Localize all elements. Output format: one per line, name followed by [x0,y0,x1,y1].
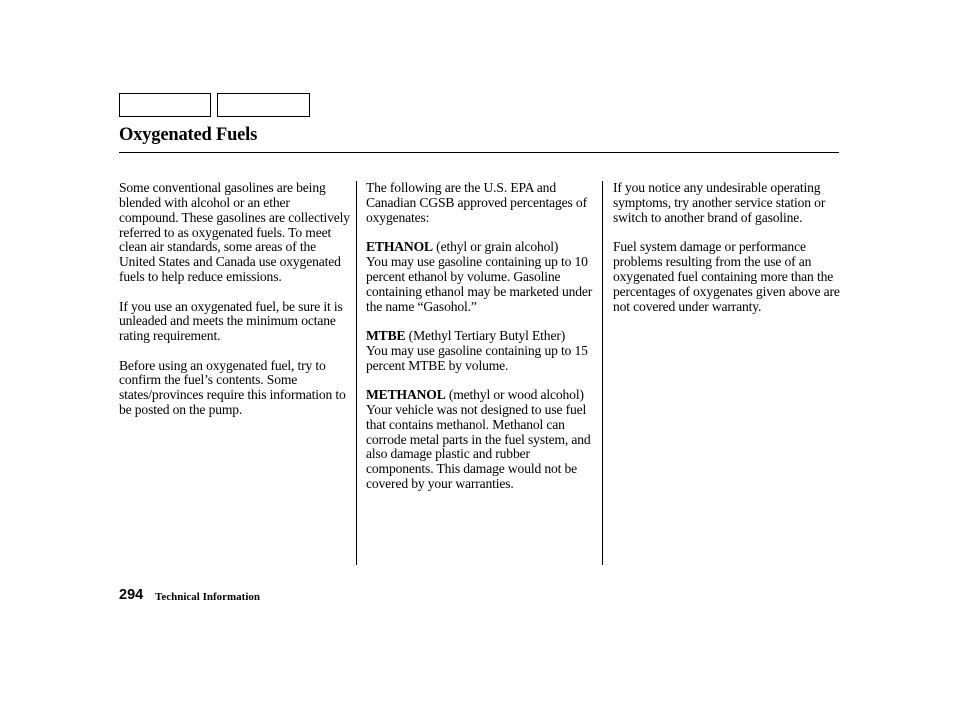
nav-tab-box-2[interactable] [217,93,310,117]
ethanol-qualifier: (ethyl or grain alcohol) [432,239,559,255]
symptoms-paragraph: If you notice any undesirable operating symptoms, try another service station or switch to another brand of gasoline. [613,180,826,225]
column-divider-2 [602,181,603,565]
oxygenates-intro: The following are the U.S. EPA and Canadian CGSB approved percentages of oxygenates: [366,180,587,225]
column-divider-1 [356,181,357,565]
middle-column [366,181,598,507]
mtbe-term: MTBE [366,327,406,343]
methanol-term: METHANOL [366,387,446,403]
left-column [119,181,351,433]
mtbe-entry [366,329,598,374]
nav-tab-box-1[interactable] [119,93,211,117]
page-title: Oxygenated Fuels [119,125,258,145]
ethanol-term: ETHANOL [366,239,433,255]
confirm-contents-paragraph: Before using an oxygenated fuel, try to confirm the fuel’s contents. Some states/provinces require this information to be posted on the pump. [119,357,346,418]
ethanol-entry [366,240,598,314]
intro-paragraph: Some conventional gasolines are being blended with alcohol or an ether compound. These gasolines are collectively referred to as oxygenated fuels. To meet clean air standards, some areas of the United States and Canada use oxygenated fuels to help reduce emissions. [119,180,350,285]
mtbe-body: You may use gasoline containing up to 15 percent MTBE by volume. [366,342,588,373]
warranty-paragraph: Fuel system damage or performance problems resulting from the use of an oxygenated fuel containing more than the percentages of oxygenates given above are not covered under warranty. [613,239,840,314]
right-column [613,181,845,329]
methanol-qualifier: (methyl or wood alcohol) [445,387,584,403]
page-number: 294 [119,587,144,603]
title-divider [119,152,839,153]
methanol-entry [366,388,598,492]
mtbe-qualifier: (Methyl Tertiary Butyl Ether) [405,327,566,343]
section-label: Technical Information [155,591,261,603]
unleaded-paragraph: If you use an oxygenated fuel, be sure it is unleaded and meets the minimum octane rating requirement. [119,298,343,344]
methanol-body: Your vehicle was not designed to use fuel that contains methanol. Methanol can corrode metal parts in the fuel system, and also damage plastic and rubber components. This damage would not be covered by your warranties. [366,401,591,492]
ethanol-body: You may use gasoline containing up to 10 percent ethanol by volume. Gasoline containing ethanol may be marketed under the name “Gasohol.” [366,253,593,314]
